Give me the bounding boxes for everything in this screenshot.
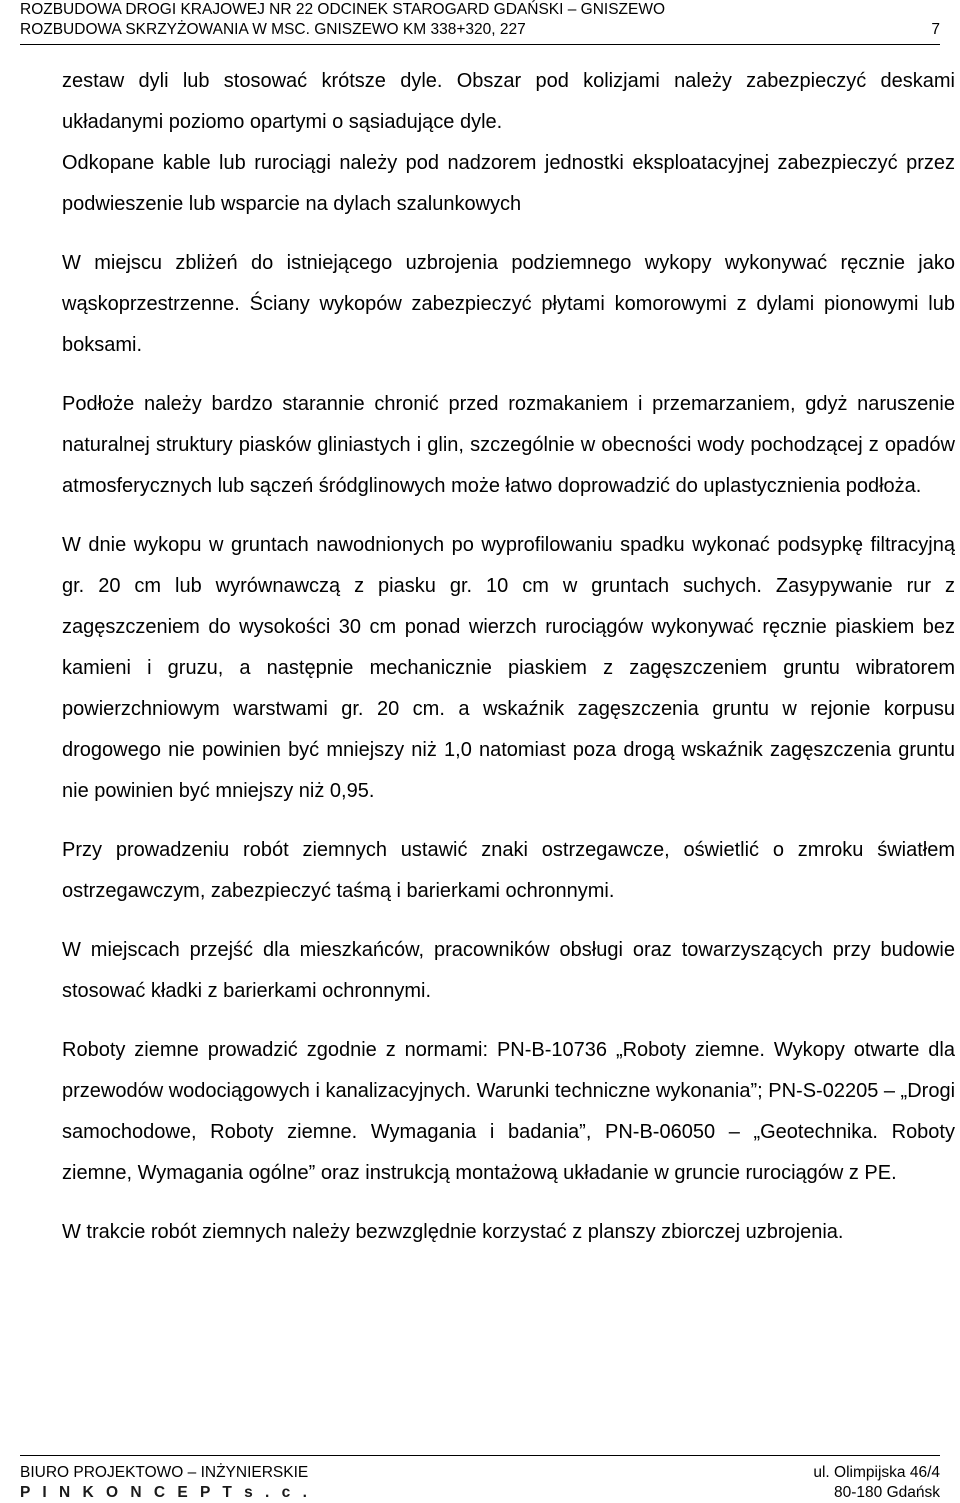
- header-project-subtitle: ROZBUDOWA SKRZYŻOWANIA W MSC. GNISZEWO KM 338+320, 227: [20, 21, 526, 38]
- header-subtitle-row: [20, 20, 940, 40]
- paragraph: Przy prowadzeniu robót ziemnych ustawić znaki ostrzegawcze, oświetlić o zmroku światłem ostrzegawczym, zabezpieczyć taśmą i barierkami ochronnymi.: [62, 839, 955, 902]
- page-number: 7: [931, 21, 940, 38]
- paragraph: Odkopane kable lub rurociągi należy pod nadzorem jednostki eksploatacyjnej zabezpieczyć przez podwieszenie lub wsparcie na dylach szalunkowych: [62, 152, 955, 215]
- header-project-title: ROZBUDOWA DROGI KRAJOWEJ NR 22 ODCINEK STAROGARD GDAŃSKI – GNISZEWO: [20, 1, 666, 18]
- footer-office-name: BIURO PROJEKTOWO – INŻYNIERSKIE: [20, 1464, 309, 1481]
- paragraph: Podłoże należy bardzo starannie chronić przed rozmakaniem i przemarzaniem, gdyż naruszenie naturalnej struktury piasków gliniastych i glin, szczególnie w obecności wody pochodzącej z opadów atmosferycznych lub sączeń śródglinowych może łatwo doprowadzić do uplastycznienia podłoża.: [62, 393, 955, 497]
- page-footer: [20, 1463, 940, 1503]
- footer-divider: [20, 1455, 940, 1456]
- paragraph: W trakcie robót ziemnych należy bezwzględnie korzystać z planszy zbiorczej uzbrojenia.: [62, 1221, 844, 1243]
- footer-company-name: P I N K O N C E P T s . c .: [20, 1484, 311, 1501]
- footer-street: ul. Olimpijska 46/4: [813, 1464, 940, 1481]
- footer-row: [20, 1463, 940, 1483]
- header-divider: [20, 44, 940, 45]
- paragraph: W miejscach przejść dla mieszkańców, pracowników obsługi oraz towarzyszących przy budowie stosować kładki z barierkami ochronnymi.: [62, 939, 955, 1002]
- paragraph: W miejscu zbliżeń do istniejącego uzbrojenia podziemnego wykopy wykonywać ręcznie jako wąskoprzestrzenne. Ściany wykopów zabezpieczyć płytami komorowymi z dylami pionowymi lub boksami.: [62, 252, 955, 356]
- footer-row: [20, 1483, 940, 1503]
- document-body: [62, 61, 955, 1253]
- page-header: [20, 0, 940, 40]
- paragraph: Roboty ziemne prowadzić zgodnie z normami: PN-B-10736 „Roboty ziemne. Wykopy otwarte dla przewodów wodociągowych i kanalizacyjnych. Warunki techniczne wykonania”; PN-S-02205 – „Drogi samochodowe, Roboty ziemne. Wymagania i badania”, PN-B-06050 – „Geotechnika. Roboty ziemne, Wymagania ogólne” oraz instrukcją montażową układanie w gruncie rurociągów z PE.: [62, 1039, 956, 1184]
- paragraph: W dnie wykopu w gruntach nawodnionych po wyprofilowaniu spadku wykonać podsypkę filtracyjną gr. 20 cm lub wyrównawczą z piasku gr. 10 cm w gruntach suchych. Zasypywanie rur z zagęszczeniem do wysokości 30 cm ponad wierzch rurociągów wykonywać ręcznie piaskiem bez kamieni i gruzu, a następnie mechanicznie piaskiem z zagęszczeniem gruntu wibratorem powierzchniowym warstwami gr. 20 cm. a wskaźnik zagęszczenia gruntu w rejonie korpusu drogowego nie powinien być mniejszy niż 1,0 natomiast poza drogą wskaźnik zagęszczenia gruntu nie powinien być mniejszy niż 0,95.: [62, 534, 955, 802]
- footer-city: 80-180 Gdańsk: [834, 1484, 940, 1501]
- paragraph: zestaw dyli lub stosować krótsze dyle. Obszar pod kolizjami należy zabezpieczyć deskami układanymi poziomo opartymi o sąsiadujące dyle.: [62, 70, 955, 133]
